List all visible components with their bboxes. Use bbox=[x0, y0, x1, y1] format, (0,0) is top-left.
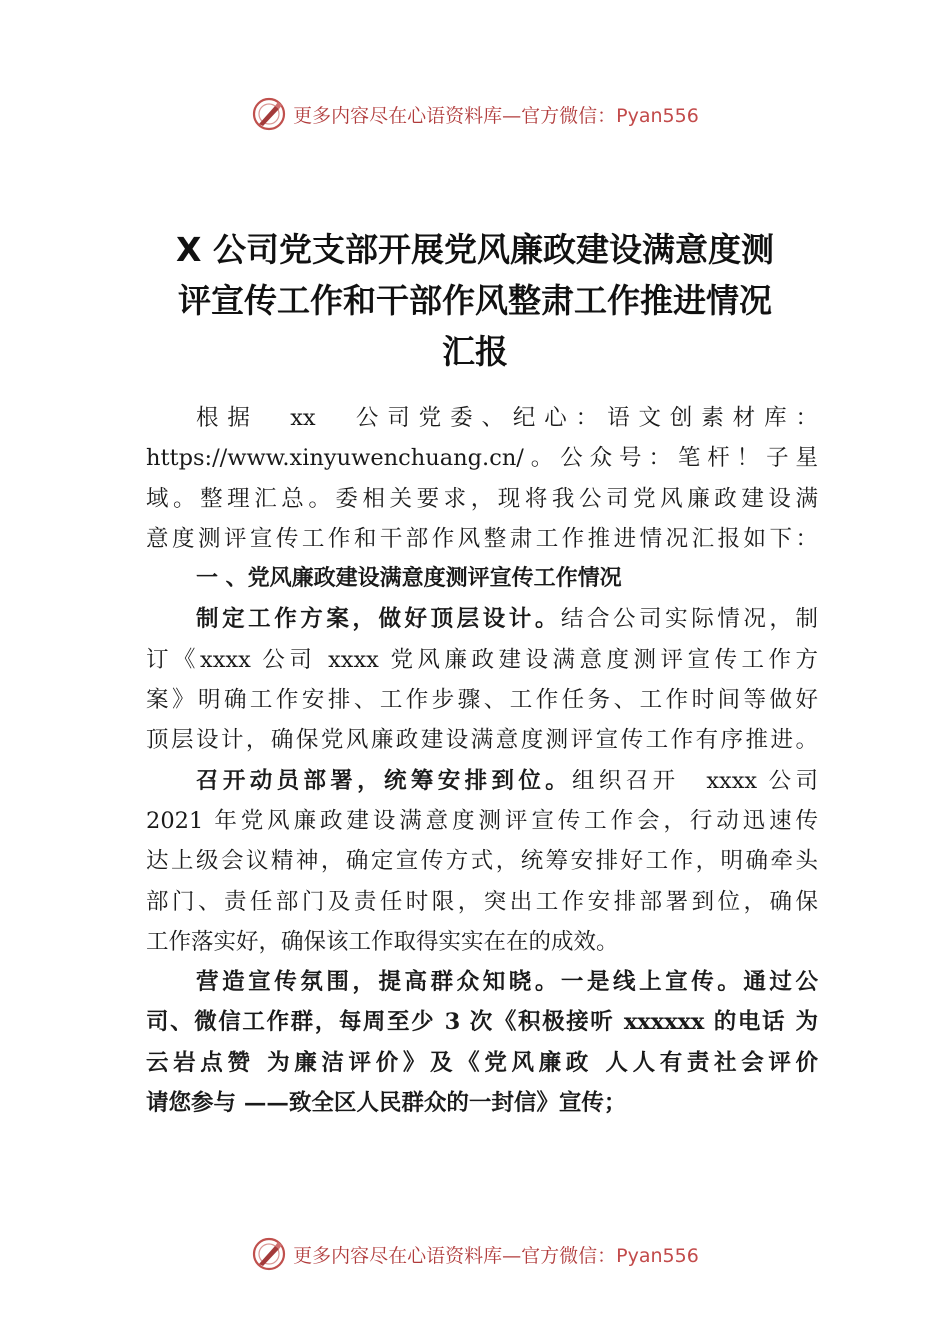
para2-line-2: 2021 年党风廉政建设满意度测评宣传工作会，行动迅速传 bbox=[146, 807, 818, 834]
para1-line-2: 订《xxxx 公司 xxxx 党风廉政建设满意度测评宣传工作方 bbox=[146, 646, 818, 673]
para3-line-1: 营造宣传氛围，提高群众知晓。一是线上宣传。通过公 bbox=[196, 969, 818, 996]
section-heading-1: 一 、党风廉政建设满意度测评宣传工作情况 bbox=[196, 566, 622, 592]
intro-line-4: 意度测评宣传工作和干部作风整肃工作推进情况汇报如下： bbox=[146, 525, 818, 552]
watermark-banner-bottom bbox=[0, 1232, 950, 1276]
document-title bbox=[100, 224, 850, 377]
para2-line-3: 达上级会议精神，确定宣传方式，统筹安排好工作，明确牵头 bbox=[146, 848, 818, 875]
intro-line-3: 域。整理汇总。委相关要求，现将我公司党风廉政建设满 bbox=[146, 485, 818, 512]
para1-line-1: 制定工作方案，做好顶层设计。结合公司实际情况，制 bbox=[196, 606, 818, 633]
watermark-banner-top bbox=[0, 92, 950, 136]
para1-lead: 制定工作方案，做好顶层设计。 bbox=[196, 606, 561, 633]
pen-logo-icon bbox=[251, 1236, 287, 1272]
para2-lead: 召开动员部署，统筹安排到位。 bbox=[196, 767, 573, 794]
para3-line-4: 请您参与 ——致全区人民群众的一封信》宣传； bbox=[146, 1090, 627, 1117]
para1-line-3: 案》明确工作安排、工作步骤、工作任务、工作时间等做好 bbox=[146, 687, 818, 714]
para1-line-4: 顶层设计，确保党风廉政建设满意度测评宣传工作有序推进。 bbox=[146, 727, 818, 754]
intro-line-2: https://www.xinyuwenchuang.cn/。公众号：笔杆！子星 bbox=[146, 445, 818, 472]
title-line-1: X 公司党支部开展党风廉政建设满意度测 bbox=[176, 230, 774, 269]
watermark-text-bottom: 更多内容尽在心语资料库—官方微信：Pyan556 bbox=[293, 1244, 699, 1267]
para3-line-2: 司、微信工作群，每周至少 3 次《积极接听 xxxxxx 的电话 为 bbox=[146, 1009, 818, 1036]
para2-line-4: 部门、责任部门及责任时限，突出工作安排部署到位，确保 bbox=[146, 888, 818, 915]
para3-line-3: 云岩点赞 为廉洁评价》及《党风廉政 人人有责社会评价 bbox=[146, 1049, 818, 1076]
pen-logo-icon bbox=[251, 96, 287, 132]
watermark-text-top: 更多内容尽在心语资料库—官方微信：Pyan556 bbox=[293, 104, 699, 127]
para2-line-5: 工作落实好，确保该工作取得实实在在的成效。 bbox=[146, 928, 619, 955]
document-body bbox=[146, 398, 818, 1123]
title-line-2: 评宣传工作和干部作风整肃工作推进情况 bbox=[178, 281, 772, 320]
title-line-3: 汇报 bbox=[442, 332, 508, 371]
para2-line-1: 召开动员部署，统筹安排到位。组织召开 xxxx 公司 bbox=[196, 767, 818, 794]
intro-line-1: 根据 xx 公司党委、纪心：语文创素材库： bbox=[196, 405, 818, 431]
